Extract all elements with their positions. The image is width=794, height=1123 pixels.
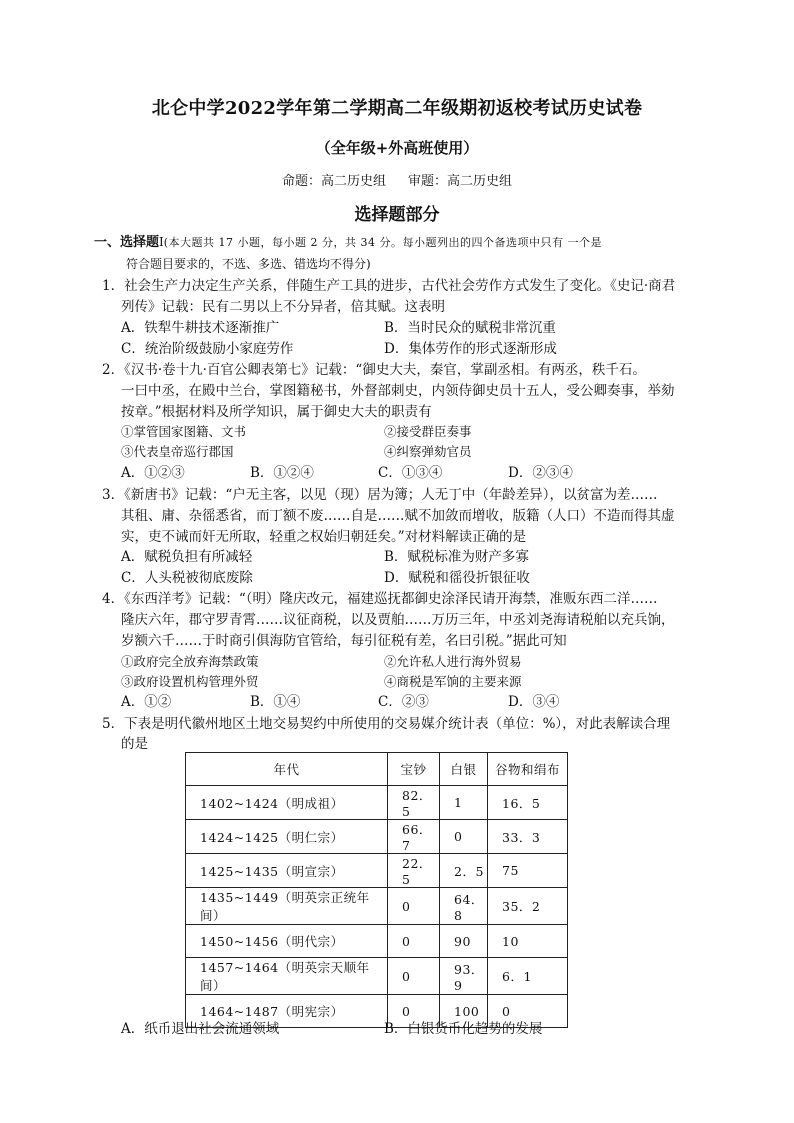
exchange-medium-table: [185, 752, 568, 1028]
section-numeral: Ⅰ: [159, 235, 164, 249]
cell-era: 1424~1425（明仁宗）: [186, 820, 388, 854]
q5-stem-2: 的是: [121, 736, 148, 752]
cell-grain-cloth: 33．3: [488, 820, 568, 854]
q4-statement-2: ②允许私人进行海外贸易: [384, 654, 522, 669]
q5-stem-1: 5．下表是明代徽州地区土地交易契约中所使用的交易媒介统计表（单位：%），对此表解读合理: [102, 716, 671, 732]
q3-option-c: C．人头税被彻底废除: [121, 570, 253, 586]
q4-option-d: D．③④: [508, 694, 560, 710]
cell-grain-cloth: 16．5: [488, 786, 568, 820]
q4-stem-2: 隆庆六年，郡守罗青霄……议征商税，以及贾舶……万历三年，中丞刘尧海请税舶以充兵饷，: [121, 612, 675, 628]
q2-stem-3: 按章。”根据材料及所学知识，属于御史大夫的职责有: [121, 404, 432, 420]
part-title: 选择题部分: [354, 205, 440, 225]
cell-era: 1425~1435（明宣宗）: [186, 854, 388, 888]
table-row: [186, 888, 568, 925]
table-row: [186, 854, 568, 888]
cell-baochao: 0: [388, 995, 440, 1028]
cell-grain-cloth: 6．1: [488, 958, 568, 995]
cell-silver: 100: [440, 995, 488, 1028]
exam-subtitle: （全年级+外高班使用）: [315, 139, 479, 157]
section-heading: [94, 231, 714, 254]
q1-option-a: A．铁犁牛耕技术逐渐推广: [121, 320, 280, 336]
table-row: [186, 958, 568, 995]
cell-baochao: 0: [388, 925, 440, 958]
cell-grain-cloth: 75: [488, 854, 568, 888]
cell-era: 1457~1464（明英宗天顺年间）: [186, 958, 388, 995]
q3-stem-2: 其租、庸、杂徭悉省，而丁额不废……自是……赋不加敛而增收，版籍（人口）不造而得其虚: [121, 508, 675, 524]
header-era: 年代: [186, 753, 388, 786]
q4-statement-3: ③政府设置机构管理外贸: [121, 674, 259, 689]
q2-option-b: B．①②④: [250, 465, 314, 481]
q4-option-a: A．①②: [121, 694, 172, 710]
reviewer-label: 审题：高二历史组: [408, 174, 513, 189]
q3-stem-3: 实，吏不诫而奸无所取，轻重之权始归朝廷矣。”对材料解读正确的是: [121, 529, 527, 545]
cell-silver: 64．8: [440, 888, 488, 925]
cell-era: 1450~1456（明代宗）: [186, 925, 388, 958]
cell-baochao: 0: [388, 888, 440, 925]
q4-stem-1: 4．《东西洋考》记载：“（明）隆庆改元，福建巡抚都御史涂泽民请开海禁，准贩东西二洋……: [102, 591, 658, 607]
cell-silver: 93．9: [440, 958, 488, 995]
q2-statement-4: ④纠察弹劾官员: [384, 444, 472, 459]
q4-option-b: B．①④: [250, 694, 301, 710]
header-baochao: 宝钞: [388, 753, 440, 786]
section-label: 一、选择题: [94, 235, 160, 250]
cell-baochao: 0: [388, 958, 440, 995]
cell-baochao: 22．5: [388, 854, 440, 888]
q1-stem-2: 列传》记载：民有二男以上不分异者，倍其赋。这表明: [121, 299, 445, 315]
q1-option-b: B．当时民众的赋税非常沉重: [384, 320, 556, 336]
table-row: [186, 820, 568, 854]
section-note-2: 符合题目要求的，不选、多选、错选均不得分): [126, 257, 371, 271]
q5-option-a: A．纸币退出社会流通领域: [121, 1021, 280, 1037]
q4-statement-1: ①政府完全放弃海禁政策: [121, 654, 259, 669]
table-header-row: [186, 753, 568, 786]
cell-baochao: 82．5: [388, 786, 440, 820]
q2-option-c: C．①③④: [378, 465, 443, 481]
q4-stem-3: 岁额六千……于时商引俱海防官管给，每引征税有差，名曰引税。”据此可知: [121, 633, 567, 649]
table-row: [186, 925, 568, 958]
q4-option-c: C．②③: [378, 694, 429, 710]
cell-era: 1402~1424（明成祖）: [186, 786, 388, 820]
q3-option-b: B．赋税标准为财产多寡: [384, 549, 529, 565]
header-silver: 白银: [440, 753, 488, 786]
header-grain-cloth: 谷物和绢布: [488, 753, 568, 786]
cell-baochao: 66．7: [388, 820, 440, 854]
cell-era: 1435~1449（明英宗正统年间）: [186, 888, 388, 925]
cell-silver: 0: [440, 820, 488, 854]
q2-statement-3: ③代表皇帝巡行郡国: [121, 444, 234, 459]
exam-title: 北仑中学2022学年第二学期高二年级期初返校考试历史试卷: [151, 98, 643, 119]
q3-option-d: D．赋税和徭役折银征收: [384, 570, 530, 586]
section-note-1: (本大题共 17 小题，每小题 2 分，共 34 分。每小题列出的四个备选项中只有 一个是: [163, 236, 603, 249]
q2-statement-1: ①掌管国家图籍、文书: [121, 424, 247, 439]
cell-silver: 2．5: [440, 854, 488, 888]
q1-option-c: C．统治阶级鼓励小家庭劳作: [121, 341, 294, 357]
q2-option-a: A．①②③: [121, 465, 185, 481]
cell-era: 1464~1487（明宪宗）: [186, 995, 388, 1028]
q1-stem-1: 1．社会生产力决定生产关系，伴随生产工具的进步，古代社会劳作方式发生了变化。《史记·商君: [102, 278, 676, 294]
q2-option-d: D．②③④: [508, 465, 573, 481]
setter-label: 命题：高二历史组: [281, 174, 386, 189]
q3-stem-1: 3．《新唐书》记载：“户无主客，以见（现）居为簿；人无丁中（年龄差异），以贫富为差……: [102, 487, 658, 503]
q3-option-a: A．赋税负担有所减轻: [121, 549, 253, 565]
q1-option-d: D．集体劳作的形式逐渐形成: [384, 341, 557, 357]
cell-grain-cloth: 10: [488, 925, 568, 958]
cell-grain-cloth: 35．2: [488, 888, 568, 925]
cell-silver: 90: [440, 925, 488, 958]
cell-silver: 1: [440, 786, 488, 820]
q2-stem-2: 一曰中丞，在殿中兰台，掌图籍秘书，外督部刺史，内领侍御史员十五人，受公卿奏事，举劾: [121, 383, 675, 399]
cell-grain-cloth: 0: [488, 995, 568, 1028]
q2-stem-1: 2．《汉书·卷十九·百官公卿表第七》记载：“御史大夫，秦官，掌副丞相。有两丞，秩千石。: [102, 362, 646, 378]
q5-option-b: B．白银货币化趋势的发展: [384, 1021, 543, 1037]
q2-statement-2: ②接受群臣奏事: [384, 424, 472, 439]
q4-statement-4: ④商税是军饷的主要来源: [384, 674, 522, 689]
table-row: [186, 786, 568, 820]
exam-credits: [0, 170, 794, 189]
